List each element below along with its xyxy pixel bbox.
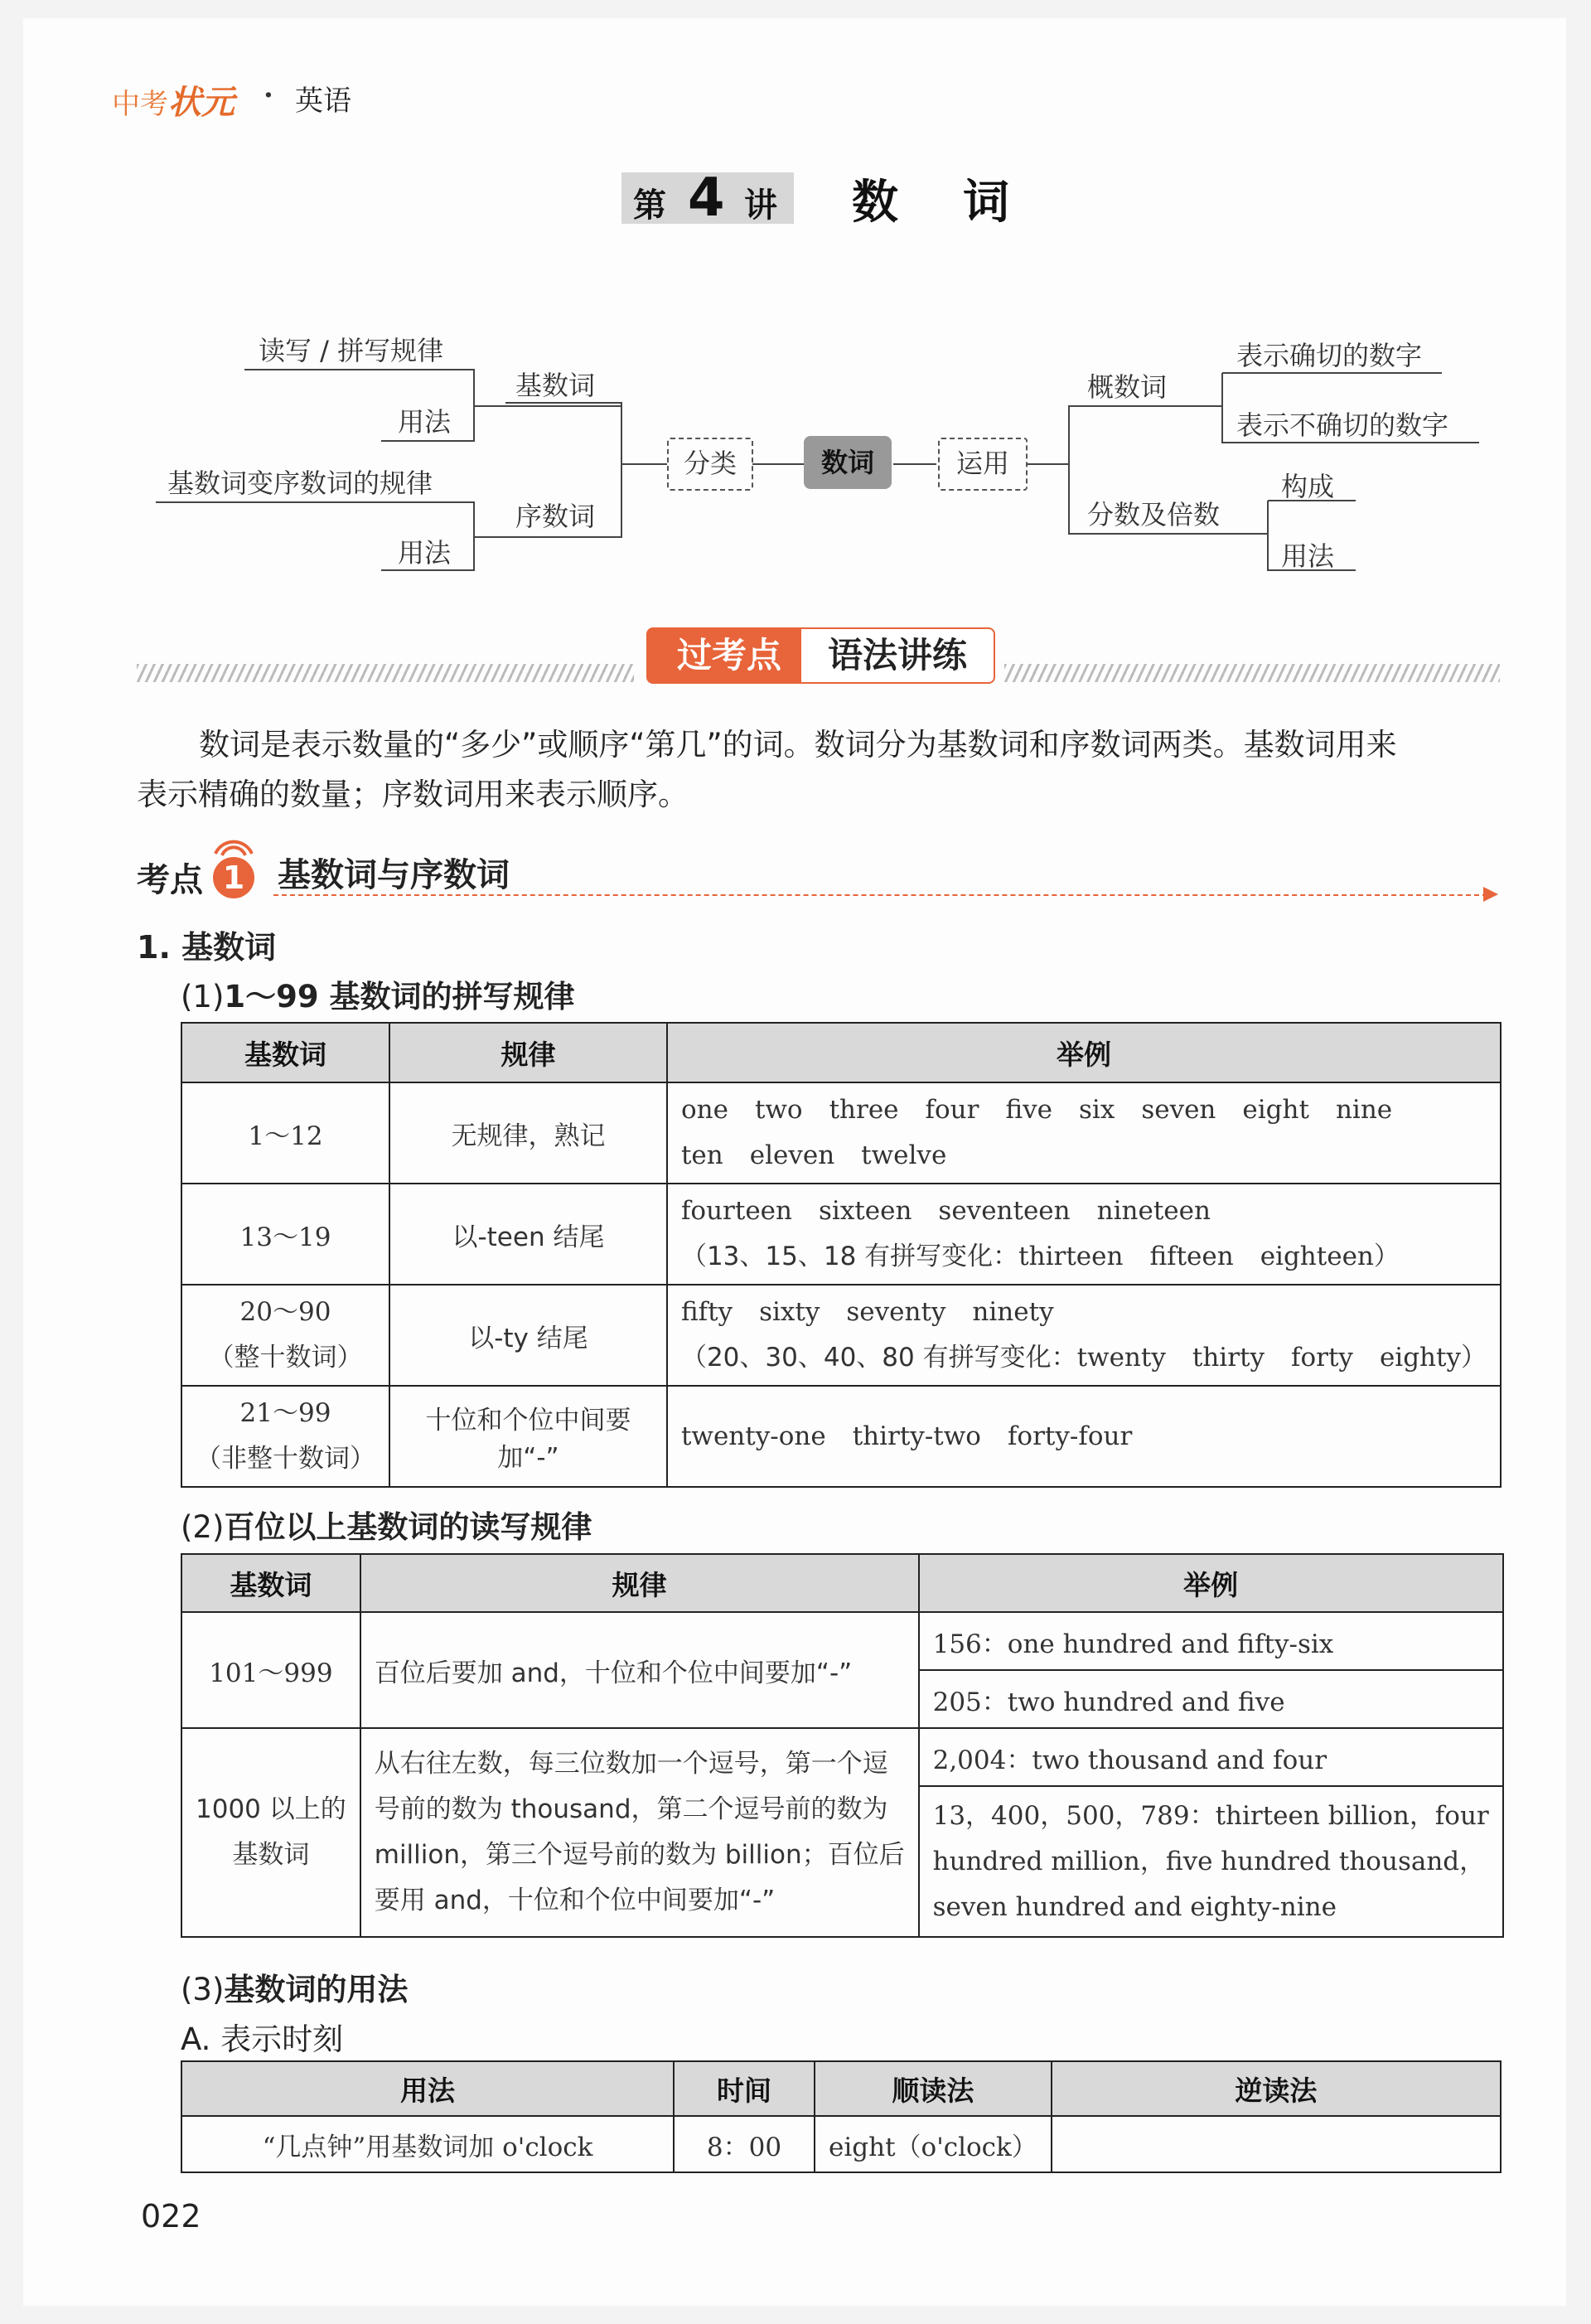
banner-label: 过考点 bbox=[646, 627, 812, 684]
mindmap-classify: 分类 bbox=[667, 438, 753, 491]
subheading-3: (3)基数词的用法 bbox=[181, 1972, 409, 2007]
table-header: 基数词 bbox=[181, 1554, 360, 1612]
mindmap-center: 数词 bbox=[804, 436, 892, 489]
table-time-usage bbox=[181, 2060, 1502, 2173]
table-row bbox=[181, 1285, 1501, 1386]
mindmap-approx-inexact: 表示不确切的数字 bbox=[1236, 409, 1449, 441]
subheading-1: (1)1～99 基数词的拼写规律 bbox=[181, 979, 575, 1014]
cell-rule: 以-teen 结尾 bbox=[389, 1184, 667, 1285]
subheading-2: (2)百位以上基数词的读写规律 bbox=[181, 1509, 592, 1545]
cell-usage: “几点钟”用基数词加 o'clock bbox=[181, 2116, 674, 2172]
cell-number: 1～12 bbox=[181, 1082, 389, 1184]
page-title-char-2: 词 bbox=[963, 176, 1009, 230]
table-row bbox=[181, 1728, 1503, 1786]
mindmap-ordinal: 序数词 bbox=[515, 501, 596, 532]
cell-number: 13～19 bbox=[181, 1184, 389, 1285]
cell-examples: twenty-one thirty-two forty-four bbox=[667, 1386, 1501, 1487]
cell-rule: 以-ty 结尾 bbox=[389, 1285, 667, 1386]
mindmap-fraction-form: 构成 bbox=[1281, 471, 1335, 502]
cell-example: 156：one hundred and fifty-six bbox=[919, 1612, 1503, 1670]
table-row bbox=[181, 1082, 1501, 1184]
table-header: 举例 bbox=[667, 1023, 1501, 1082]
mindmap-cardinal-usage: 用法 bbox=[398, 406, 452, 438]
cell-forward: eight（o'clock） bbox=[815, 2116, 1052, 2172]
intro-line-1: 数词是表示数量的“多少”或顺序“第几”的词。数词分为基数词和序数词两类。基数词用来 bbox=[199, 727, 1397, 763]
cell-example: 2,004：two thousand and four bbox=[919, 1728, 1503, 1786]
table-row bbox=[181, 1184, 1501, 1285]
mindmap-lines bbox=[0, 0, 1591, 597]
banner-hatch-left bbox=[137, 664, 634, 682]
page-number: 022 bbox=[141, 2198, 201, 2234]
cell-examples: fourteen sixteen seventeen nineteen （13、15、18 有拼写变化：thirteen fifteen eighteen） bbox=[667, 1184, 1501, 1285]
table-header: 规律 bbox=[360, 1554, 919, 1612]
arrow-right-icon bbox=[1483, 887, 1498, 902]
table-header: 规律 bbox=[389, 1023, 667, 1082]
table-header: 用法 bbox=[181, 2061, 674, 2116]
table-hundreds-rules bbox=[181, 1553, 1504, 1938]
section-heading: 1. 基数词 bbox=[137, 929, 277, 966]
cell-examples: fifty sixty seventy ninety （20、30、40、80 有拼写变化：twenty thirty forty eighty） bbox=[667, 1285, 1501, 1386]
mindmap-ordinal-rule: 基数词变序数词的规律 bbox=[167, 467, 433, 499]
cell-time: 8：00 bbox=[674, 2116, 815, 2172]
cell-example: 13，400，500，789：thirteen billion，four hundred million，five hundred thousand， seven hundred and eighty-nine bbox=[919, 1786, 1503, 1937]
mindmap-fraction-usage: 用法 bbox=[1281, 540, 1335, 572]
table-spelling-rules bbox=[181, 1022, 1502, 1488]
brand-logo: 中考状元 bbox=[112, 83, 235, 122]
lesson-prefix: 第 bbox=[633, 186, 666, 225]
intro-line-2: 表示精确的数量；序数词用来表示顺序。 bbox=[137, 777, 689, 812]
cell-rule: 十位和个位中间要加“-” bbox=[389, 1386, 667, 1487]
cell-rule: 无规律，熟记 bbox=[389, 1082, 667, 1184]
table-header: 顺读法 bbox=[815, 2061, 1052, 2116]
cell-number: 20～90 （整十数词） bbox=[181, 1285, 389, 1386]
cell-number: 101～999 bbox=[181, 1612, 360, 1728]
page-title-char-1: 数 bbox=[852, 176, 898, 230]
table-row bbox=[181, 1386, 1501, 1487]
kaodian-divider bbox=[273, 894, 1487, 896]
cell-number: 1000 以上的 基数词 bbox=[181, 1728, 360, 1937]
lesson-number: 4 bbox=[688, 167, 725, 229]
cell-rule: 从右往左数，每三位数加一个逗号，第一个逗 号前的数为 thousand，第二个逗号前的数为 million，第三个逗号前的数为 billion；百位后 要用 and，十位和个位中间要加“-” bbox=[360, 1728, 919, 1937]
subject-label: 英语 bbox=[295, 85, 351, 118]
table-row bbox=[181, 2116, 1501, 2172]
mindmap-cardinal: 基数词 bbox=[515, 370, 596, 401]
table-header: 基数词 bbox=[181, 1023, 389, 1082]
table-header: 举例 bbox=[919, 1554, 1503, 1612]
table-header: 时间 bbox=[674, 2061, 815, 2116]
mindmap-usage: 运用 bbox=[938, 438, 1028, 491]
kaodian-number: 1 bbox=[213, 857, 254, 898]
mindmap-approx: 概数词 bbox=[1087, 371, 1168, 403]
mindmap-cardinal-rule: 读写 / 拼写规律 bbox=[259, 335, 444, 366]
table-header: 逆读法 bbox=[1052, 2061, 1501, 2116]
kaodian-label: 考点 bbox=[137, 861, 203, 899]
cell-example: 205：two hundred and five bbox=[919, 1670, 1503, 1728]
banner-title: 语法讲练 bbox=[800, 627, 995, 684]
table-row bbox=[181, 1612, 1503, 1670]
subheading-a: A. 表示时刻 bbox=[181, 2021, 344, 2057]
mindmap-ordinal-usage: 用法 bbox=[398, 537, 452, 569]
signal-icon bbox=[209, 829, 259, 857]
header-separator: · bbox=[264, 79, 273, 112]
lesson-suffix: 讲 bbox=[744, 186, 777, 225]
cell-examples: one two three four five six seven eight nine ten eleven twelve bbox=[667, 1082, 1501, 1184]
mindmap-approx-exact: 表示确切的数字 bbox=[1236, 340, 1423, 371]
cell-rule: 百位后要加 and，十位和个位中间要加“-” bbox=[360, 1612, 919, 1728]
mindmap-fraction: 分数及倍数 bbox=[1087, 499, 1221, 530]
cell-reverse bbox=[1052, 2116, 1501, 2172]
banner-hatch-right bbox=[1004, 664, 1500, 682]
kaodian-title: 基数词与序数词 bbox=[278, 856, 510, 894]
cell-number: 21～99 （非整十数词） bbox=[181, 1386, 389, 1487]
